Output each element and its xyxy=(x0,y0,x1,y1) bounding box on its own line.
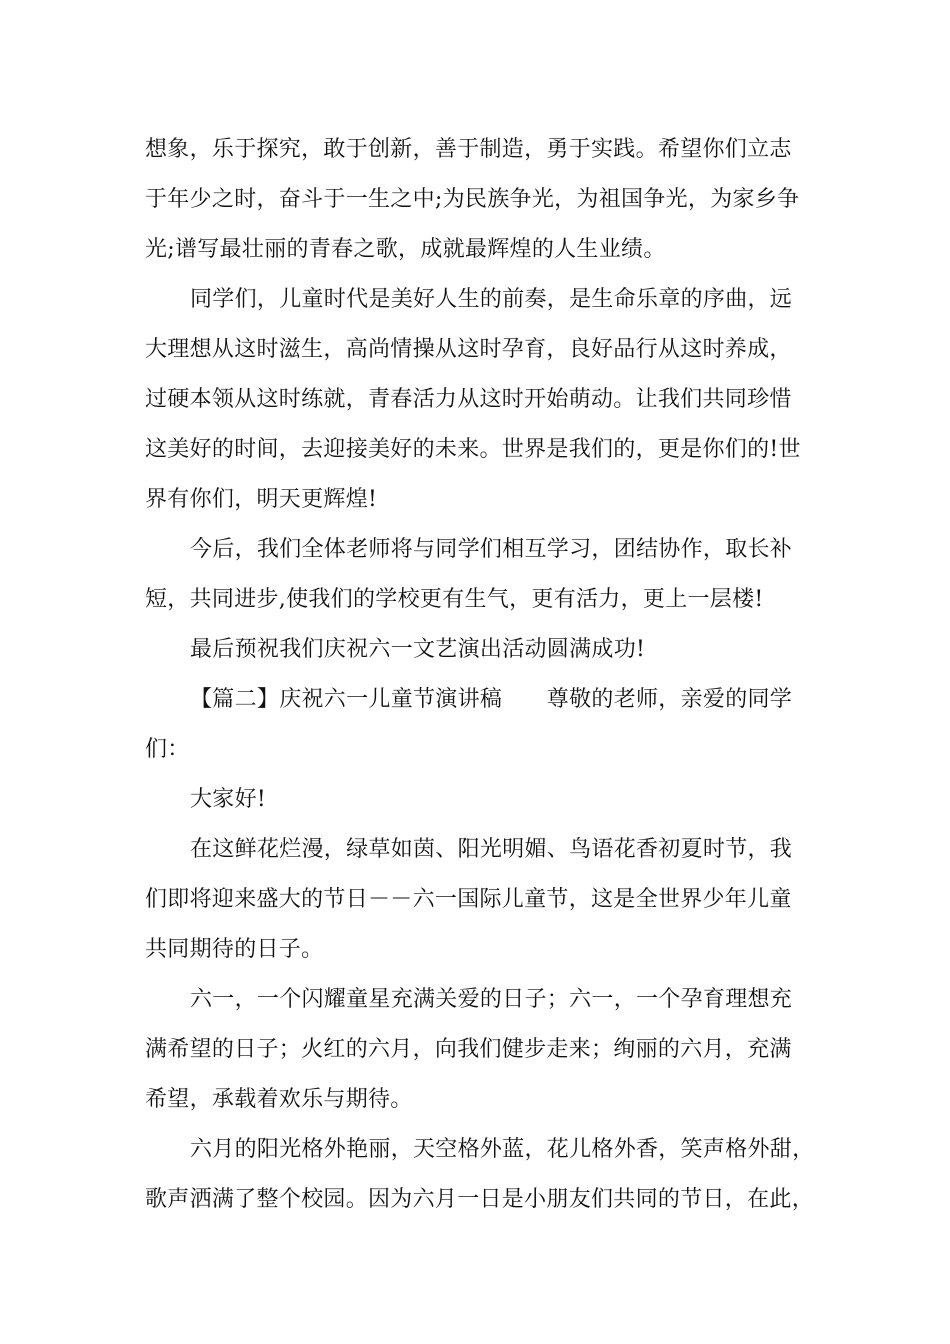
text-line: 今后，我们全体老师将与同学们相互学习，团结协作，取长补 xyxy=(190,537,793,562)
text-line: 歌声洒满了整个校园。因为六月一日是小朋友们共同的节日，在此， xyxy=(145,1187,815,1212)
text-line: 希望，承载着欢乐与期待。 xyxy=(145,1087,413,1112)
text-line: 想象，乐于探究，敢于创新，善于制造，勇于实践。希望你们立志 xyxy=(145,137,792,162)
text-line: 六一，一个闪耀童星充满关爱的日子；六一，一个孕育理想充 xyxy=(190,987,793,1012)
text-line: 共同期待的日子。 xyxy=(145,937,324,962)
text-line: 于年少之时，奋斗于一生之中;为民族争光，为祖国争光，为家乡争 xyxy=(145,187,800,212)
text-line: 这美好的时间，去迎接美好的未来。世界是我们的，更是你们的!世 xyxy=(145,437,801,462)
text-line: 们即将迎来盛大的节日－－六一国际儿童节，这是全世界少年儿童 xyxy=(145,887,792,912)
text-line: 最后预祝我们庆祝六一文艺演出活动圆满成功! xyxy=(190,637,646,662)
text-line: 在这鲜花烂漫，绿草如茵、阳光明媚、鸟语花香初夏时节，我 xyxy=(190,837,793,862)
text-line: 光;谱写最壮丽的青春之歌，成就最辉煌的人生业绩。 xyxy=(145,237,666,262)
text-line: 同学们，儿童时代是美好人生的前奏，是生命乐章的序曲，远 xyxy=(190,287,793,312)
text-line: 六月的阳光格外艳丽，天空格外蓝，花儿格外香，笑声格外甜， xyxy=(190,1137,815,1162)
text-line: 们： xyxy=(145,737,190,762)
text-line: 过硬本领从这时练就，青春活力从这时开始萌动。让我们共同珍惜 xyxy=(145,387,792,412)
section-heading-line: 【篇二】庆祝六一儿童节演讲稿 尊敬的老师，亲爱的同学 xyxy=(190,687,793,712)
text-line: 满希望的日子；火红的六月，向我们健步走来；绚丽的六月，充满 xyxy=(145,1037,792,1062)
text-line: 大家好! xyxy=(190,787,267,812)
text-line: 短，共同进步,使我们的学校更有生气，更有活力，更上一层楼! xyxy=(145,587,764,612)
text-line: 大理想从这时滋生，高尚情操从这时孕育，良好品行从这时养成， xyxy=(145,337,792,362)
text-line: 界有你们，明天更辉煌! xyxy=(145,487,378,512)
